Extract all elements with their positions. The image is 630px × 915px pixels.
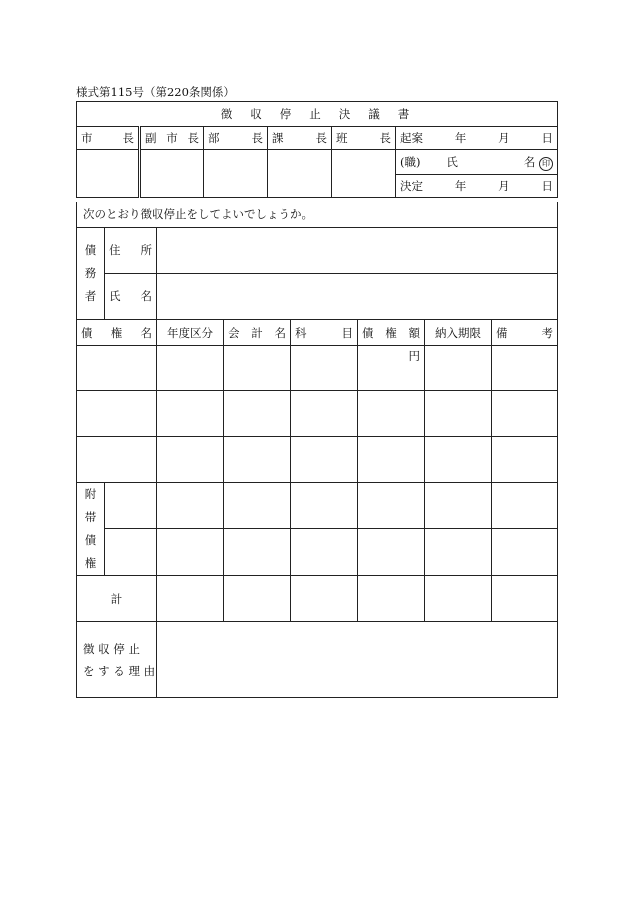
claims-table (76, 319, 558, 698)
seal-icon: 印 (539, 157, 553, 171)
deputy-mayor-header: 副 市 長 (140, 127, 204, 150)
director-header: 部 長 (204, 127, 268, 150)
reason-field[interactable] (157, 622, 558, 698)
approval-table (76, 101, 558, 198)
director-seal-box[interactable] (204, 150, 268, 198)
ancillary-row (77, 483, 558, 529)
form-number: 様式第115号（第220条関係） (76, 85, 235, 99)
item-header: 科 目 (291, 320, 358, 346)
amount-cell[interactable]: 円 (358, 346, 425, 391)
name-field[interactable] (157, 273, 558, 319)
ancillary-claim-label: 附 帯 債 権 (77, 483, 105, 576)
claim-row (77, 391, 558, 437)
reason-label: 徴 収 停 止 を す る 理 由 (77, 622, 157, 698)
reason-row (77, 622, 558, 698)
fiscal-year-header: 年度区分 (157, 320, 224, 346)
mayor-seal-box[interactable] (77, 150, 140, 198)
section-chief-seal-box[interactable] (268, 150, 332, 198)
debtor-label: 債 務 者 (77, 227, 105, 319)
amount-header: 債 権 額 (358, 320, 425, 346)
deputy-mayor-seal-box[interactable] (140, 150, 204, 198)
remarks-header: 備 考 (492, 320, 558, 346)
drafted-date: 起案 年 月 日 (396, 127, 558, 150)
total-row (77, 576, 558, 622)
account-header: 会 計 名 (224, 320, 291, 346)
deadline-header: 納入期限 (425, 320, 492, 346)
claim-name-header: 債 権 名 (77, 320, 157, 346)
address-field[interactable] (157, 227, 558, 273)
total-label: 計 (77, 576, 157, 622)
mayor-header: 市 長 (77, 127, 140, 150)
unit-chief-seal-box[interactable] (332, 150, 396, 198)
ancillary-row (77, 528, 558, 575)
claim-row (77, 437, 558, 483)
document-title: 徴収停止決議書 (77, 102, 558, 127)
section-chief-header: 課 長 (268, 127, 332, 150)
unit-chief-header: 班 長 (332, 127, 396, 150)
address-label: 住 所 (105, 227, 157, 273)
staff-name[interactable]: (職) 氏 名 印 (396, 150, 558, 175)
claim-row (77, 346, 558, 391)
decided-date: 決定 年 月 日 (396, 175, 558, 198)
name-label: 氏 名 (105, 273, 157, 319)
request-statement: 次のとおり徴収停止をしてよいでしょうか。 (77, 202, 558, 227)
debtor-table (76, 202, 558, 320)
